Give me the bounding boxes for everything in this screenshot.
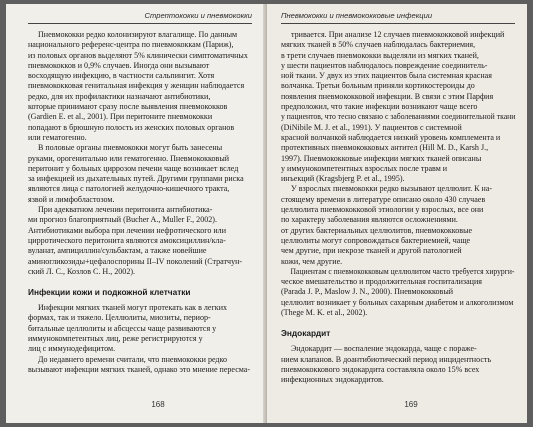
text-line: битальные целлюлиты и абсцессы чаще развиваются у bbox=[28, 323, 217, 333]
text-line: Инфекции мягких тканей могут протекать как в легких bbox=[38, 303, 228, 313]
text-line: целлюлиты могут сопровождаться бактериемией, чаще bbox=[281, 235, 471, 245]
text-line: При адекватном лечении перитонита антибиотика- bbox=[38, 205, 213, 215]
text-line: у шести пациентов наблюдалось повреждение соединитель- bbox=[281, 60, 488, 70]
section-spacer bbox=[28, 277, 252, 286]
right-page bbox=[267, 4, 527, 423]
left-page-body bbox=[28, 30, 252, 375]
left-page bbox=[6, 4, 266, 423]
text-line: попадают в брюшную полость из женских половых органов bbox=[28, 122, 235, 132]
right-page-body bbox=[281, 30, 515, 386]
page-number-right: 169 bbox=[404, 400, 418, 409]
text-line: вуланат, ампициллин/сульбактам, а также новейшие bbox=[28, 246, 207, 256]
text-line: у пациентов, что тесно связано с заболеваниями соединительной ткани bbox=[281, 112, 516, 122]
text-line: кожи, чем другие. bbox=[281, 256, 343, 266]
text-line: У взрослых пневмококки редко вызывают целлюлит. К на- bbox=[291, 184, 493, 194]
text-line: у иммунокомпетентных взрослых после травм и bbox=[281, 163, 448, 173]
text-line: До недавнего времени считали, что пневмококки редко bbox=[38, 354, 228, 364]
running-head-right: Пневмококки и пневмококковые инфекции bbox=[281, 11, 433, 20]
book-spread bbox=[6, 4, 527, 423]
text-line: нием клапанов. В доантибиотический период инцидентность bbox=[281, 354, 492, 364]
text-line: язвой и лимфобластозом. bbox=[28, 194, 115, 204]
text-line: инъекций (Kragsbjerg P. et al., 1995). bbox=[281, 174, 405, 184]
text-line: протективных пневмококковых антител (Hill M. D., Karsh J., bbox=[281, 143, 489, 153]
text-line: Антибиотиками выбора при лечении нефротического или bbox=[28, 225, 226, 235]
text-line: ский Л. С., Козлов С. Н., 2002). bbox=[28, 266, 136, 276]
text-line: пневмококкового эндокардита составляла около 15% всех bbox=[281, 364, 480, 374]
text-line: ной ткани. У двух из этих пациентов была системная красная bbox=[281, 71, 492, 81]
text-line: пневмококков и 0,9% случаев. Иногда они вызывают bbox=[28, 60, 210, 70]
text-line: от других бактериальных целлюлитов, пневмококковые bbox=[281, 225, 473, 235]
text-line: из половых органов выделяют 5% клинически симптоматичных bbox=[28, 50, 248, 60]
text-line: предположил, что такие инфекции возникают чаще всего bbox=[281, 102, 478, 112]
text-line: Пациентам с пневмококковым целлюлитом часто требуется хирурги- bbox=[290, 266, 515, 276]
text-line: или гематогенно. bbox=[28, 132, 87, 142]
text-line: редко, для их профилактики назначают антибиотики, bbox=[28, 91, 211, 101]
text-line: целлюлит возникает у больных сахарным диабетом и алкоголизмом bbox=[281, 297, 514, 307]
text-line: руками, орогенитально или гематогенно. Пневмококковый bbox=[28, 153, 230, 163]
text-line: целлюлита пневмококковой этиологии у взрослых, все они bbox=[281, 205, 484, 215]
text-line: появления пневмококковой инфекции. В связи с этим Парфия bbox=[281, 91, 494, 101]
text-line: инфекционных эндокардитов. bbox=[281, 375, 384, 385]
text-line: формах, так и тяжело. Целлюлиты, миозиты, периор- bbox=[28, 313, 211, 323]
text-line: иммунокомпетентных лиц, реже регистрируются у bbox=[28, 334, 203, 344]
text-line: пневмококковая генитальная инфекция у женщин наблюдается bbox=[28, 81, 245, 91]
text-line: 1997). Пневмококковые инфекции мягких тканей описаны bbox=[281, 153, 482, 163]
section-spacer bbox=[281, 318, 515, 327]
text-line: национального референс-центра по пневмококкам (Париж), bbox=[28, 40, 234, 50]
text-line: красной волчанкой наблюдается низкий уровень комплемента и bbox=[281, 132, 501, 142]
text-line: (DiNibile M. J. et al., 1991). У пациентов с системной bbox=[281, 122, 462, 132]
text-line: мягких тканей в 50% случаев наблюдалась бактериемия, bbox=[281, 40, 476, 50]
text-line: аминогликозиды+цефалоспорины II–IV поколений (Стратчун- bbox=[28, 256, 243, 266]
running-head-rule bbox=[281, 23, 515, 24]
text-line: являются лица с патологией желудочно-кишечного тракта, bbox=[28, 184, 230, 194]
text-line: (Thege M. K. et al., 2002). bbox=[281, 308, 368, 318]
section-heading: Эндокардит bbox=[281, 328, 331, 339]
text-line: ми прогноз благоприятный (Bucher A., Muller F., 2002). bbox=[28, 215, 217, 225]
text-line: перитонит у больных циррозом печени чаще возникает вслед bbox=[28, 163, 239, 173]
text-line: которые принимают сразу после выявления пневмококков bbox=[28, 102, 228, 112]
running-head-left: Стрептококки и пневмококки bbox=[144, 11, 252, 20]
section-heading: Инфекции кожи и подкожной клетчатки bbox=[28, 287, 191, 298]
text-line: вызывают инфекции мягких тканей, однако это мнение пересма- bbox=[28, 364, 251, 374]
text-line: по характеру заболевания являются осложнениями. bbox=[281, 215, 458, 225]
text-line: (Parada J. P., Maslow J. N., 2000). Пневмококковый bbox=[281, 287, 454, 297]
text-line: цирротического перитонита являются амоксициллин/кла- bbox=[28, 235, 226, 245]
text-line: В половые органы пневмококки могут быть занесены bbox=[38, 143, 223, 153]
page-number-left: 168 bbox=[151, 400, 165, 409]
text-line: за инфекцией из дыхательных путей. Другими группами риска bbox=[28, 174, 244, 184]
text-line: Эндокардит — воспаление эндокарда, чаще с пораже- bbox=[291, 344, 477, 354]
text-line: тривается. При анализе 12 случаев пневмококковой инфекций bbox=[291, 30, 505, 39]
running-head-rule bbox=[28, 23, 252, 24]
text-line: стоящему времени в литературе описано около 430 случаев bbox=[281, 194, 486, 204]
text-line: восходящую инфекцию, в частности сальпингит. Хотя bbox=[28, 71, 215, 81]
text-line: чем другие, при некрозе тканей и другой патологией bbox=[281, 246, 462, 256]
text-line: лиц с иммунодефицитом. bbox=[28, 344, 116, 354]
text-line: в трети случаев пневмококки выделяли из мягких тканей, bbox=[281, 50, 479, 60]
text-line: ческое вмешательство и продолжительная госпитализация bbox=[281, 277, 482, 287]
text-line: Пневмококки редко колонизируют влагалище. По данным bbox=[38, 30, 238, 39]
text-line: (Gardien E. et al., 2001). При перитоните пневмококки bbox=[28, 112, 213, 122]
text-line: волчанка. Третьи больным приняли кортикостероиды до bbox=[281, 81, 475, 91]
